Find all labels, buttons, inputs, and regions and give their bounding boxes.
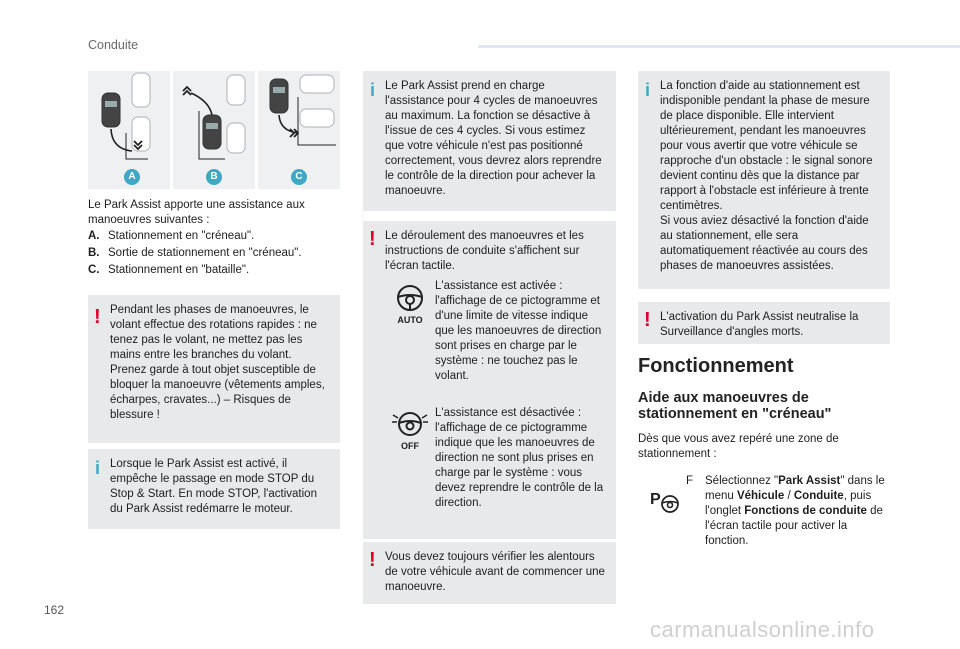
info-icon: i — [370, 80, 376, 100]
step-bold: Fonctions de conduite — [744, 505, 867, 517]
list-item — [88, 262, 340, 279]
info-box-parking-aid — [638, 71, 890, 289]
list-item — [88, 228, 340, 245]
svg-text:P: P — [650, 491, 661, 508]
list-key: B. — [88, 247, 100, 259]
figure-label-c: C — [291, 169, 307, 185]
auto-label: AUTO — [397, 315, 423, 325]
header-bar — [478, 45, 960, 48]
list-key: A. — [88, 230, 100, 242]
off-text: L'assistance est désactivée : l'affichage de ce pictogramme indique que les manoeuvres de direction ne sont plus prises en charge par le système : vous devez reprendre le contrôle de la direction. — [435, 407, 604, 509]
warning-text: Pendant les phases de manoeuvres, le volant effectue des rotations rapides : ne tenez pas le volant, ne mettez pas les mains entre les branches du volant. Prenez garde à tout objet susceptible de bloquer la manoeuvre (vêtements amples, écharpes, cravates...) – Risques de blessure ! — [110, 304, 325, 421]
watermark: carmanualsonline.info — [650, 617, 875, 642]
list-text: Stationnement en "créneau". — [108, 230, 255, 242]
figure-panel-a — [88, 71, 170, 189]
list-key: C. — [88, 264, 100, 276]
step-text: , puis l'onglet — [705, 490, 872, 517]
warning-text: L'activation du Park Assist neutralise la Surveillance d'angles morts. — [660, 311, 859, 338]
info-box-cycles — [363, 71, 616, 211]
warning-icon: ! — [94, 306, 101, 328]
section-heading: Fonctionnement — [638, 355, 794, 377]
figure-panel-c — [258, 71, 340, 189]
list-item — [88, 245, 340, 262]
warning-box-display — [363, 221, 616, 539]
warning-box-blind-spot — [638, 302, 890, 344]
info-text: Le Park Assist prend en charge l'assistance pour 4 cycles de manoeuvres au maximum. La fonction se désactive à l'issue de ces 4 cycles. Si vous estimez que votre véhicule n'est pas positionné correctement, vous devrez alors reprendre le contrôle de la direction pour achever la manoeuvre. — [385, 80, 602, 197]
step-text: " dans le menu — [705, 475, 885, 502]
info-icon: i — [645, 80, 651, 100]
step-text: Sélectionnez " — [705, 475, 779, 487]
warning-text: Vous devez toujours vérifier les alentours de votre véhicule avant de commencer une manoeuvre. — [385, 551, 605, 593]
figure-label-a: A — [124, 169, 140, 185]
figure-label-b: B — [206, 169, 222, 185]
park-assist-icon — [648, 486, 682, 516]
warning-icon: ! — [644, 309, 651, 331]
step-text: de l'écran tactile pour activer la fonction. — [705, 505, 883, 547]
steering-wheel-icon — [395, 283, 425, 313]
step-bullet: F — [686, 475, 694, 487]
steering-wheel-off-icon — [391, 409, 429, 439]
info-text: Lorsque le Park Assist est activé, il empêche le passage en mode STOP du Stop & Start. En mode STOP, l'activation du Park Assist redémarre le moteur. — [110, 458, 317, 515]
info-icon: i — [95, 458, 101, 478]
intro-text: Le Park Assist apporte une assistance aux manoeuvres suivantes : — [88, 199, 305, 226]
intro-paragraph: Dès que vous avez repéré une zone de stationnement : — [638, 433, 839, 460]
info-text: La fonction d'aide au stationnement est indisponible pendant la phase de mesure de place disponible. Elle intervient ultérieurement, pendant les manoeuvres pour vous avertir que votre véhicule se rapproche d'un obstacle : le signal sonore devient continu dès que la distance par rapport à l'obstacle est inférieure à trente centimètres. — [660, 80, 873, 212]
steering-auto-pictogram — [391, 283, 431, 333]
warning-box-surroundings — [363, 542, 616, 604]
list-text: Sortie de stationnement en "créneau". — [108, 247, 302, 259]
steering-off-pictogram — [391, 409, 431, 459]
page-number: 162 — [44, 603, 65, 617]
auto-text: L'assistance est activée : l'affichage de ce pictogramme et d'une limite de vitesse indique que les manoeuvres de direction sont prises en charge par le système : ne touchez pas le volant. — [435, 280, 602, 382]
step-bold: Park Assist — [778, 475, 841, 487]
parking-manoeuvres-figure — [88, 71, 340, 191]
warning-icon: ! — [369, 228, 376, 250]
park-assist-icon-graphic — [648, 486, 682, 516]
step-bold: Véhicule — [736, 490, 785, 502]
section-title: Conduite — [88, 38, 139, 52]
warning-icon: ! — [369, 549, 376, 571]
warning-box-rotation — [88, 295, 340, 443]
step-text: / — [784, 490, 794, 502]
info-text-2: Si vous aviez désactivé la fonction d'aide au stationnement, elle sera automatiquement réactivée au cours des phases de manoeuvres assistées. — [660, 215, 869, 272]
manoeuvre-list — [88, 228, 340, 279]
step-bold: Conduite — [793, 490, 844, 502]
off-label: OFF — [401, 441, 419, 451]
subsection-heading: Aide aux manoeuvres de stationnement en "créneau" — [638, 390, 832, 422]
warning-text: Le déroulement des manoeuvres et les instructions de conduite s'affichent sur l'écran tactile. — [385, 230, 584, 272]
list-text: Stationnement en "bataille". — [108, 264, 250, 276]
figure-panel-b — [173, 71, 255, 189]
info-box-stop-start — [88, 449, 340, 529]
activation-step — [705, 474, 885, 549]
